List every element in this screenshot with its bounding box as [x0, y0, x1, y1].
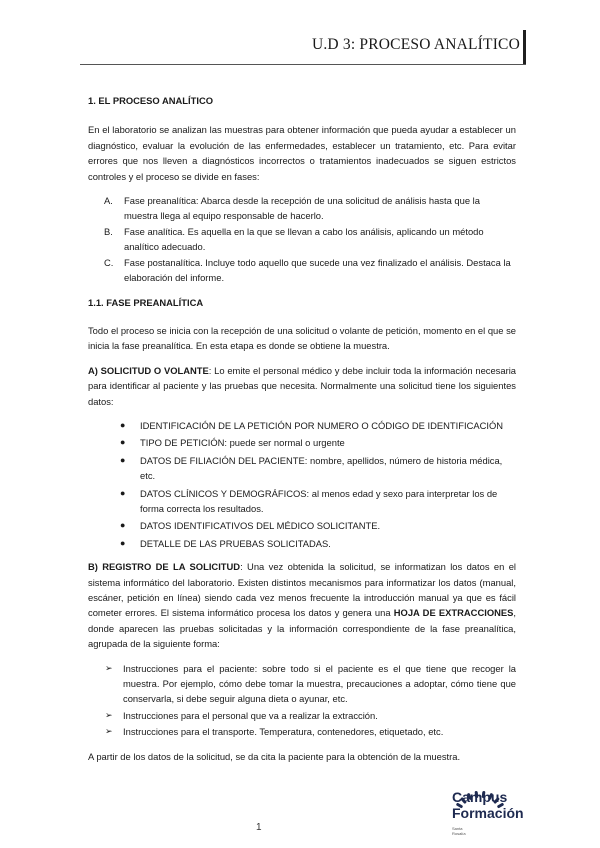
section-heading-1: 1. EL PROCESO ANALÍTICO	[88, 95, 214, 106]
list-marker: B.	[104, 225, 113, 237]
section-1-intro: En el laboratorio se analizan las muestras para obtener información que pueda ayudar a establecer un diagnóstico, evaluar la evolución de las enfermedades, establecer un tratamiento, etc. Para evitar errores que nos lleven a diagnósticos incorrectos o tratamientos inadecuados se siguen estrictos controles y el proceso se divide en fases:	[88, 124, 516, 182]
list-item	[88, 661, 516, 707]
instruction-list	[88, 661, 516, 740]
bullet-icon: ●	[120, 537, 126, 548]
list-item-text: Fase analítica. Es aquella en la que se llevan a cabo los análisis, aplicando un método analítico adecuado.	[124, 225, 484, 253]
logo-line-2: Formación	[452, 805, 524, 821]
list-item	[88, 518, 516, 533]
arrow-bullet-icon: ➢	[105, 662, 113, 673]
header-rule	[80, 64, 526, 65]
list-item-text: DETALLE DE LAS PRUEBAS SOLICITADAS.	[140, 537, 331, 549]
bullet-icon: ●	[120, 454, 126, 465]
document-body	[88, 93, 516, 773]
hoja-extracciones-label: HOJA DE EXTRACCIONES	[393, 607, 514, 619]
logo-subtext-line-1: Santa	[452, 826, 463, 831]
list-item	[88, 724, 516, 739]
header-bar	[523, 30, 526, 64]
registro-paragraph	[88, 559, 516, 651]
bullet-icon: ●	[120, 520, 126, 531]
solicitud-paragraph	[88, 363, 516, 409]
registro-label: B) REGISTRO DE LA SOLICITUD	[88, 561, 241, 573]
list-item	[88, 453, 516, 484]
list-item	[88, 418, 516, 433]
closing-paragraph: A partir de los datos de la solicitud, se da cita la paciente para la obtención de la muestra.	[88, 750, 461, 762]
bullet-icon: ●	[120, 487, 126, 498]
logo-subtext	[452, 826, 466, 836]
solicitud-label: A) SOLICITUD O VOLANTE	[88, 364, 209, 376]
registro-text-2: , donde aparecen las pruebas solicitadas y la información correspondiente de la fase preanalítica, agrupada de la siguiente forma:	[88, 607, 517, 650]
list-item	[88, 224, 516, 255]
list-item-text: Fase preanalítica: Abarca desde la recepción de una solicitud de análisis hasta que la muestra llega al equipo responsable de hacerlo.	[124, 195, 480, 222]
list-item-text: DATOS IDENTIFICATIVOS DEL MÉDICO SOLICITANTE.	[140, 520, 381, 532]
list-item	[88, 193, 516, 224]
registro-text-1: : Una vez obtenida la solicitud, se informatizan los datos en el sistema informático del laboratorio. Existen distintos mecanismos para informatizar los datos (manual, escáner, petición en línea) siendo cada vez menos frecuente la introducción manual ya que es fácil cometer errores. El sistema informático procesa los datos y genera una	[88, 561, 516, 619]
list-item-text: Instrucciones para el personal que va a realizar la extracción.	[123, 709, 378, 721]
section-heading-1-1: 1.1. FASE PREANALÍTICA	[88, 297, 204, 309]
logo-subtext-line-2: Rosalía	[452, 831, 466, 836]
list-marker: A.	[104, 195, 113, 207]
list-item-text: DATOS CLÍNICOS Y DEMOGRÁFICOS: al menos edad y sexo para interpretar los de forma correcta los resultados.	[140, 487, 498, 514]
list-item	[88, 255, 516, 286]
request-data-list	[88, 418, 516, 551]
list-item	[88, 708, 516, 723]
section-1-1-intro: Todo el proceso se inicia con la recepción de una solicitud o volante de petición, momento en el que se inicia la fase preanalítica. En esta etapa es donde se obtiene la muestra.	[88, 324, 516, 352]
list-item-text: DATOS DE FILIACIÓN DEL PACIENTE: nombre, apellidos, número de historia médica, etc.	[140, 454, 503, 482]
bullet-icon: ●	[120, 419, 126, 430]
arrow-bullet-icon: ➢	[105, 726, 113, 737]
list-item	[88, 486, 516, 517]
list-item-text: IDENTIFICACIÓN DE LA PETICIÓN POR NUMERO O CÓDIGO DE IDENTIFICACIÓN	[140, 419, 504, 431]
page-number: 1	[256, 822, 262, 833]
logo-line-1: Campus	[452, 789, 508, 805]
list-item	[88, 536, 516, 551]
header-title: U.D 3: PROCESO ANALÍTICO	[311, 36, 520, 53]
arrow-bullet-icon: ➢	[105, 709, 113, 720]
list-item-text: TIPO DE PETICIÓN: puede ser normal o urgente	[140, 437, 345, 449]
list-item-text: Instrucciones para el transporte. Temperatura, contenedores, etiquetado, etc.	[123, 726, 444, 738]
bullet-icon: ●	[120, 437, 126, 448]
solicitud-text: : Lo emite el personal médico y debe incluir toda la información necesaria para identificar al paciente y las pruebas que necesita. Normalmente una solicitud tiene los siguientes datos:	[88, 364, 517, 407]
list-item-text: Fase postanalítica. Incluye todo aquello que sucede una vez finalizado el análisis. Destaca la elaboración del informe.	[124, 256, 511, 284]
list-item	[88, 435, 516, 450]
phase-list	[88, 193, 516, 285]
list-marker: C.	[104, 256, 114, 268]
list-item-text: Instrucciones para el paciente: sobre todo si el paciente es el que tiene que recoger la muestra. Por ejemplo, cómo debe tomar la muestra, precauciones a adoptar, cómo tiene que conservarla, si debe seguir alguna dieta o ayunar, etc.	[123, 662, 516, 705]
